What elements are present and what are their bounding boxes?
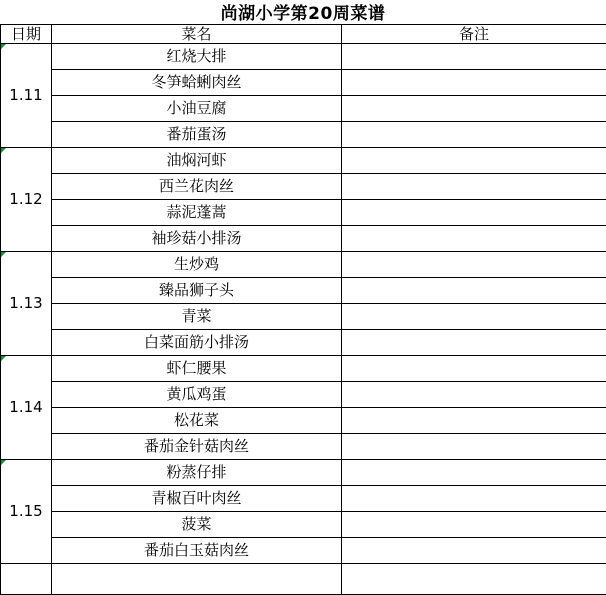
dish-header[interactable]: 菜名 <box>52 25 342 44</box>
note-cell[interactable] <box>342 486 606 512</box>
note-cell[interactable] <box>342 96 606 122</box>
note-cell[interactable] <box>342 408 606 434</box>
note-cell[interactable] <box>342 330 606 356</box>
date-label: 1.12 <box>9 190 42 208</box>
table-row <box>1 408 606 434</box>
comment-marker-icon <box>1 148 6 153</box>
table-row <box>1 486 606 512</box>
dish-cell[interactable]: 油焖河虾 <box>52 148 342 174</box>
table-row <box>1 70 606 96</box>
empty-cell[interactable] <box>52 564 342 595</box>
table-row <box>1 382 606 408</box>
empty-cell[interactable] <box>1 564 52 595</box>
dish-cell[interactable]: 番茄白玉菇肉丝 <box>52 538 342 564</box>
table-row <box>1 44 606 70</box>
dish-cell[interactable]: 番茄金针菇肉丝 <box>52 434 342 460</box>
dish-cell[interactable]: 小油豆腐 <box>52 96 342 122</box>
note-cell[interactable] <box>342 70 606 96</box>
note-cell[interactable] <box>342 226 606 252</box>
header-row <box>1 25 606 44</box>
dish-cell[interactable]: 松花菜 <box>52 408 342 434</box>
dish-cell[interactable]: 黄瓜鸡蛋 <box>52 382 342 408</box>
comment-marker-icon <box>1 356 6 361</box>
date-cell[interactable] <box>1 460 52 564</box>
dish-cell[interactable]: 蒜泥蓬蒿 <box>52 200 342 226</box>
date-cell[interactable] <box>1 44 52 148</box>
menu-table <box>0 24 606 595</box>
note-cell[interactable] <box>342 200 606 226</box>
note-cell[interactable] <box>342 382 606 408</box>
dish-cell[interactable]: 冬笋蛤蜊肉丝 <box>52 70 342 96</box>
table-row <box>1 512 606 538</box>
dish-cell[interactable]: 臻品狮子头 <box>52 278 342 304</box>
dish-cell[interactable]: 菠菜 <box>52 512 342 538</box>
note-cell[interactable] <box>342 278 606 304</box>
table-row <box>1 148 606 174</box>
dish-cell[interactable]: 生炒鸡 <box>52 252 342 278</box>
date-cell[interactable] <box>1 148 52 252</box>
table-row <box>1 226 606 252</box>
comment-marker-icon <box>1 460 6 465</box>
sheet-title: 尚湖小学第20周菜谱 <box>0 0 606 24</box>
comment-marker-icon <box>1 44 6 49</box>
dish-cell[interactable]: 青椒百叶肉丝 <box>52 486 342 512</box>
note-cell[interactable] <box>342 434 606 460</box>
dish-cell[interactable]: 西兰花肉丝 <box>52 174 342 200</box>
table-row <box>1 96 606 122</box>
table-row <box>1 174 606 200</box>
note-header[interactable]: 备注 <box>342 25 606 44</box>
table-row <box>1 356 606 382</box>
dish-cell[interactable]: 粉蒸仔排 <box>52 460 342 486</box>
table-row <box>1 434 606 460</box>
dish-cell[interactable]: 青菜 <box>52 304 342 330</box>
date-cell[interactable] <box>1 252 52 356</box>
note-cell[interactable] <box>342 356 606 382</box>
note-cell[interactable] <box>342 252 606 278</box>
empty-row <box>1 564 606 595</box>
table-row <box>1 252 606 278</box>
date-label: 1.11 <box>9 86 42 104</box>
date-label: 1.15 <box>9 502 42 520</box>
table-row <box>1 538 606 564</box>
dish-cell[interactable]: 袖珍菇小排汤 <box>52 226 342 252</box>
table-row <box>1 460 606 486</box>
table-row <box>1 200 606 226</box>
note-cell[interactable] <box>342 148 606 174</box>
note-cell[interactable] <box>342 122 606 148</box>
date-cell[interactable] <box>1 356 52 460</box>
table-row <box>1 278 606 304</box>
comment-marker-icon <box>1 252 6 257</box>
table-row <box>1 122 606 148</box>
dish-cell[interactable]: 白菜面筋小排汤 <box>52 330 342 356</box>
date-header[interactable]: 日期 <box>1 25 52 44</box>
dish-cell[interactable]: 红烧大排 <box>52 44 342 70</box>
dish-cell[interactable]: 虾仁腰果 <box>52 356 342 382</box>
date-label: 1.14 <box>9 398 42 416</box>
table-row <box>1 304 606 330</box>
table-row <box>1 330 606 356</box>
dish-cell[interactable]: 番茄蛋汤 <box>52 122 342 148</box>
note-cell[interactable] <box>342 512 606 538</box>
empty-cell[interactable] <box>342 564 606 595</box>
note-cell[interactable] <box>342 538 606 564</box>
note-cell[interactable] <box>342 304 606 330</box>
date-label: 1.13 <box>9 294 42 312</box>
note-cell[interactable] <box>342 174 606 200</box>
note-cell[interactable] <box>342 460 606 486</box>
note-cell[interactable] <box>342 44 606 70</box>
